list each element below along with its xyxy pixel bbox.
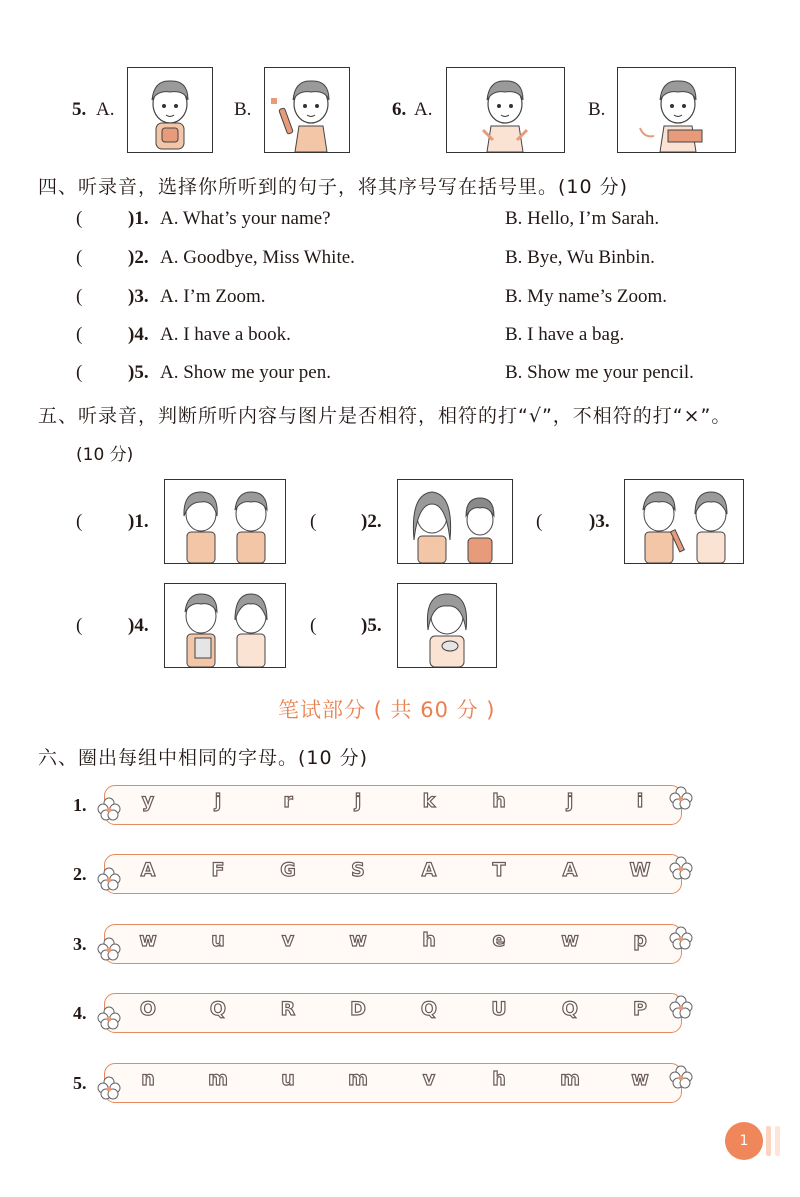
section5-picture-4 xyxy=(164,583,286,668)
letter[interactable]: R xyxy=(280,998,296,1020)
letter[interactable]: j xyxy=(566,790,574,812)
option-a: A. I have a book. xyxy=(160,324,291,345)
item-number: )2. xyxy=(128,247,149,268)
q6-label: 6. xyxy=(392,99,407,120)
answer-blank[interactable]: ( xyxy=(76,362,83,383)
letter[interactable]: P xyxy=(633,998,647,1020)
answer-blank[interactable]: ( xyxy=(76,511,83,532)
letter[interactable]: k xyxy=(422,790,436,812)
answer-blank[interactable]: ( xyxy=(310,615,317,636)
letter[interactable]: m xyxy=(560,1068,580,1090)
option-b: B. Show me your pencil. xyxy=(505,362,694,383)
q5-option-b-label: B. xyxy=(234,99,252,120)
section4-heading: 四、听录音，选择你所听到的句子，将其序号写在括号里。(10 分) xyxy=(38,176,629,198)
letter[interactable]: i xyxy=(636,790,644,812)
letter[interactable]: S xyxy=(351,859,365,881)
letter[interactable]: e xyxy=(492,929,506,951)
section6-heading: 六、圈出每组中相同的字母。(10 分) xyxy=(38,747,369,769)
q6-option-b-label: B. xyxy=(588,99,606,120)
item-number: )5. xyxy=(361,615,382,636)
answer-blank[interactable]: ( xyxy=(76,324,83,345)
letter[interactable]: w xyxy=(139,929,157,951)
flower-icon xyxy=(668,855,694,881)
page-number-badge: 1 xyxy=(725,1122,763,1160)
q5-picture-b xyxy=(264,67,350,153)
q5-label: 5. xyxy=(72,99,87,120)
written-part-title: 笔试部分 ( 共 60 分 ) xyxy=(278,698,496,722)
q6-option-a-label: A. xyxy=(414,99,433,120)
letter[interactable]: m xyxy=(208,1068,228,1090)
item-number: )3. xyxy=(128,286,149,307)
row-number: 2. xyxy=(73,864,87,884)
letter[interactable]: T xyxy=(492,859,506,881)
letter[interactable]: p xyxy=(633,929,647,951)
flower-icon xyxy=(668,925,694,951)
letter[interactable]: v xyxy=(281,929,295,951)
letter[interactable]: Q xyxy=(209,998,227,1020)
flower-icon xyxy=(96,866,122,892)
option-a: A. Goodbye, Miss White. xyxy=(160,247,355,268)
page-decoration xyxy=(766,1126,771,1156)
letter-row xyxy=(104,1063,682,1103)
letter-row xyxy=(104,993,682,1033)
option-a: A. Show me your pen. xyxy=(160,362,331,383)
item-number: )1. xyxy=(128,511,149,532)
letter[interactable]: w xyxy=(631,1068,649,1090)
item-number: )4. xyxy=(128,615,149,636)
flower-icon xyxy=(96,936,122,962)
section5-picture-3 xyxy=(624,479,744,564)
letter[interactable]: Q xyxy=(561,998,579,1020)
answer-blank[interactable]: ( xyxy=(536,511,543,532)
letter[interactable]: w xyxy=(561,929,579,951)
item-number: )3. xyxy=(589,511,610,532)
letter[interactable]: u xyxy=(211,929,225,951)
letter[interactable]: W xyxy=(629,859,651,881)
option-b: B. I have a bag. xyxy=(505,324,625,345)
letter[interactable]: j xyxy=(214,790,222,812)
row-number: 1. xyxy=(73,795,87,815)
letter[interactable]: n xyxy=(141,1068,155,1090)
letter[interactable]: j xyxy=(354,790,362,812)
letter[interactable]: y xyxy=(141,790,155,812)
section5-heading: 五、听录音，判断所听内容与图片是否相符，相符的打“√”，不相符的打“×”。 xyxy=(38,405,732,427)
answer-blank[interactable]: ( xyxy=(76,286,83,307)
letter[interactable]: w xyxy=(349,929,367,951)
section5-picture-2 xyxy=(397,479,513,564)
letter[interactable]: A xyxy=(421,859,437,881)
letter[interactable]: A xyxy=(562,859,578,881)
answer-blank[interactable]: ( xyxy=(76,615,83,636)
section5-picture-1 xyxy=(164,479,286,564)
flower-icon xyxy=(668,1064,694,1090)
q6-picture-b xyxy=(617,67,736,153)
q6-picture-a xyxy=(446,67,565,153)
item-number: )2. xyxy=(361,511,382,532)
option-b: B. Bye, Wu Binbin. xyxy=(505,247,655,268)
letter[interactable]: r xyxy=(283,790,293,812)
letter[interactable]: m xyxy=(348,1068,368,1090)
letter[interactable]: D xyxy=(350,998,366,1020)
answer-blank[interactable]: ( xyxy=(310,511,317,532)
letter[interactable]: A xyxy=(140,859,156,881)
option-a: A. I’m Zoom. xyxy=(160,286,266,307)
letter[interactable]: U xyxy=(491,998,507,1020)
letter[interactable]: h xyxy=(492,790,506,812)
row-number: 4. xyxy=(73,1003,87,1023)
row-number: 3. xyxy=(73,934,87,954)
flower-icon xyxy=(96,1075,122,1101)
answer-blank[interactable]: ( xyxy=(76,247,83,268)
flower-icon xyxy=(96,796,122,822)
page-decoration xyxy=(775,1126,780,1156)
flower-icon xyxy=(668,994,694,1020)
letter[interactable]: u xyxy=(281,1068,295,1090)
flower-icon xyxy=(96,1005,122,1031)
letter[interactable]: G xyxy=(280,859,296,881)
option-b: B. Hello, I’m Sarah. xyxy=(505,208,660,229)
letter[interactable]: F xyxy=(211,859,225,881)
option-b: B. My name’s Zoom. xyxy=(505,286,668,307)
letter[interactable]: v xyxy=(422,1068,436,1090)
letter-row xyxy=(104,924,682,964)
section5-score: (10 分) xyxy=(76,445,134,465)
option-a: A. What’s your name? xyxy=(160,208,331,229)
item-number: )1. xyxy=(128,208,149,229)
letter[interactable]: h xyxy=(492,1068,506,1090)
section5-picture-5 xyxy=(397,583,497,668)
letter[interactable]: Q xyxy=(420,998,438,1020)
letter[interactable]: h xyxy=(422,929,436,951)
letter[interactable]: O xyxy=(139,998,157,1020)
row-number: 5. xyxy=(73,1073,87,1093)
answer-blank[interactable]: ( xyxy=(76,208,83,229)
item-number: )5. xyxy=(128,362,149,383)
q5-picture-a xyxy=(127,67,213,153)
item-number: )4. xyxy=(128,324,149,345)
letter-row xyxy=(104,785,682,825)
letter-row xyxy=(104,854,682,894)
q5-option-a-label: A. xyxy=(96,99,115,120)
flower-icon xyxy=(668,785,694,811)
